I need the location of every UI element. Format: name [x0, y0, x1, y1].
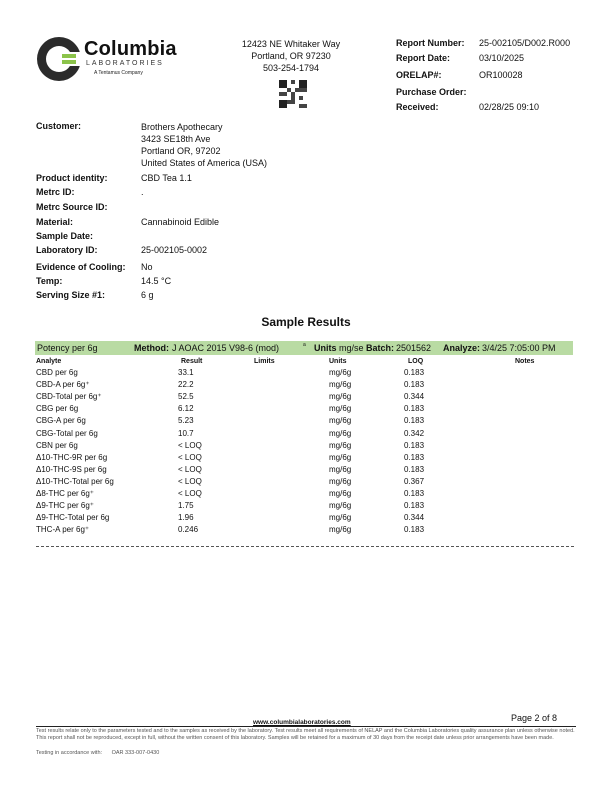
report-number-label: Report Number:	[396, 38, 465, 48]
field-label: Serving Size #1:	[36, 290, 106, 300]
cell-result: < LOQ	[178, 489, 202, 498]
testing-label: Testing in accordance with:	[36, 750, 103, 756]
cell-units: mg/6g	[329, 513, 352, 523]
customer-label: Customer:	[36, 121, 82, 131]
cell-analyte: Δ10-THC-9S per 6g	[36, 464, 107, 474]
laboratory-id: 25-002105-0002	[141, 245, 208, 255]
company-logo	[36, 36, 181, 86]
cell-units: mg/6g	[329, 501, 352, 511]
cell-analyte: Δ10-THC-9R per 6g	[36, 452, 108, 462]
units-label: Units	[314, 343, 337, 353]
method-superscript: a	[303, 342, 306, 348]
lab-address	[216, 38, 366, 74]
cell-loq: 0.183	[404, 489, 425, 498]
batch-value: 2501562	[396, 343, 432, 353]
cell-analyte: CBD-A per 6g⁺	[36, 380, 90, 390]
cell-units: mg/6g	[329, 392, 352, 402]
cell-loq: 0.183	[404, 416, 425, 426]
cell-analyte: CBG-A per 6g	[36, 416, 86, 426]
batch-label: Batch:	[366, 343, 395, 353]
column-loq: LOQ	[408, 358, 424, 365]
cell-result: 5.23	[178, 416, 194, 426]
address-line: 12423 NE Whitaker Way	[241, 39, 341, 49]
cell-result: < LOQ	[178, 452, 202, 462]
orelap-number: OR100028	[479, 70, 523, 80]
brand-tag: A Tentamus Company	[94, 70, 143, 76]
columbia-logo-icon	[36, 36, 82, 82]
customer-line: United States of America (USA)	[141, 158, 268, 168]
table-row	[0, 489, 612, 501]
field-label: Metrc ID:	[36, 187, 75, 197]
cell-result: 6.12	[178, 404, 194, 414]
report-info	[396, 38, 586, 117]
cell-analyte: CBG-Total per 6g	[36, 428, 98, 438]
cell-units: mg/6g	[329, 404, 352, 414]
cell-result: 52.5	[178, 392, 194, 402]
cell-units: mg/6g	[329, 452, 352, 462]
address-line: Portland, OR 97230	[251, 51, 331, 61]
section-title: Sample Results	[261, 315, 351, 329]
field-label: Temp:	[36, 276, 63, 286]
cell-loq: 0.183	[404, 464, 425, 474]
cell-units: mg/6g	[329, 416, 352, 426]
cell-units: mg/6g	[329, 428, 352, 438]
units-value: mg/se	[339, 343, 364, 353]
table-row	[0, 465, 612, 477]
column-limits: Limits	[254, 358, 275, 365]
table-row	[0, 525, 612, 537]
cell-analyte: CBD-Total per 6g⁺	[36, 392, 102, 402]
cell-loq: 0.183	[404, 404, 425, 414]
cell-result: 33.1	[178, 368, 194, 377]
table-row	[0, 368, 612, 380]
address-line: 503-254-1794	[262, 63, 320, 73]
cell-units: mg/6g	[329, 476, 352, 486]
cell-result: 22.2	[178, 380, 194, 390]
report-number: 25-002105/D002.R000	[479, 38, 571, 48]
evidence-of-cooling: No	[141, 262, 153, 272]
cell-analyte: THC-A per 6g⁺	[36, 525, 90, 535]
cell-loq: 0.183	[404, 380, 425, 390]
table-row	[0, 441, 612, 453]
cell-result: 10.7	[178, 428, 194, 438]
column-result: Result	[181, 358, 203, 365]
cell-loq: 0.183	[404, 452, 425, 462]
brand-name: Columbia	[84, 38, 177, 60]
cell-result: 1.96	[178, 513, 194, 523]
analyze-label: Analyze:	[443, 343, 481, 353]
table-row	[0, 416, 612, 428]
material: Cannabinoid Edible	[141, 217, 220, 227]
cell-units: mg/6g	[329, 368, 352, 377]
table-row	[0, 453, 612, 465]
table-row	[0, 513, 612, 525]
cell-analyte: Δ9-THC-Total per 6g	[36, 513, 110, 523]
customer-line: 3423 SE18th Ave	[141, 134, 211, 144]
received-date: 02/28/25 09:10	[479, 102, 540, 112]
cell-units: mg/6g	[329, 440, 352, 450]
metrc-id: .	[141, 187, 144, 197]
section-divider	[36, 546, 574, 547]
report-date: 03/10/2025	[479, 53, 525, 63]
column-units: Units	[329, 358, 347, 365]
column-analyte: Analyte	[36, 358, 62, 365]
serving-size: 6 g	[141, 290, 154, 300]
page-number: Page 2 of 8	[511, 713, 558, 723]
cell-analyte: Δ10-THC-Total per 6g	[36, 476, 114, 486]
cell-analyte: CBN per 6g	[36, 440, 78, 450]
cell-analyte: CBD per 6g	[36, 368, 78, 377]
method-value: J AOAC 2015 V98-6 (mod)	[172, 343, 280, 353]
temperature: 14.5 °C	[141, 276, 172, 286]
cell-units: mg/6g	[329, 525, 352, 535]
cell-units: mg/6g	[329, 380, 352, 390]
cell-result: < LOQ	[178, 464, 202, 474]
customer-line: Portland OR, 97202	[141, 146, 221, 156]
table-row	[0, 404, 612, 416]
potency-band	[35, 341, 573, 355]
footer-testing	[36, 750, 159, 757]
potency-label: Potency per 6g	[37, 343, 98, 353]
cell-result: 1.75	[178, 501, 194, 511]
report-date-label: Report Date:	[396, 53, 451, 63]
field-label: Material:	[36, 217, 74, 227]
table-row	[0, 501, 612, 513]
table-row	[0, 392, 612, 404]
qr-code	[279, 80, 307, 108]
cell-loq: 0.344	[404, 513, 425, 523]
cell-analyte: Δ8-THC per 6g⁺	[36, 489, 95, 498]
cell-analyte: Δ9-THC per 6g⁺	[36, 501, 95, 511]
cell-loq: 0.183	[404, 501, 425, 511]
method-label: Method:	[134, 343, 169, 353]
customer-block	[141, 121, 267, 169]
cell-result: < LOQ	[178, 440, 202, 450]
website-link[interactable]: www.columbialaboratories.com	[253, 719, 351, 726]
cell-analyte: CBG per 6g	[36, 404, 79, 414]
brand-sub: LABORATORIES	[86, 60, 164, 67]
field-label: Laboratory ID:	[36, 245, 98, 255]
testing-value: OAR 333-007-0430	[111, 750, 160, 756]
field-label: Sample Date:	[36, 231, 94, 241]
table-row	[0, 477, 612, 489]
orelap-label: ORELAP#:	[396, 70, 442, 80]
footer-rule	[36, 726, 576, 727]
customer-line: Brothers Apothecary	[141, 122, 223, 132]
analyze-value: 3/4/25 7:05:00 PM	[482, 343, 556, 353]
cell-result: 0.246	[178, 525, 199, 535]
field-label: Metrc Source ID:	[36, 202, 108, 212]
purchase-order-label: Purchase Order:	[396, 87, 467, 97]
product-identity: CBD Tea 1.1	[141, 173, 192, 183]
footer-disclaimer: Test results relate only to the parameters tested and to the samples as received by the laboratory. Test results meet all requirements of NELAP and the Columbia Laboratories quality assurance plan unless otherwise noted. This report shall not be reproduced, except in full, without the written consent of this laboratory. Samples will be retained for a maximum of 30 days from the receipt date unless prior arrangements have been made.	[36, 728, 575, 741]
received-label: Received:	[396, 102, 439, 112]
field-label: Product identity:	[36, 173, 108, 183]
cell-loq: 0.183	[404, 525, 425, 535]
table-row	[0, 429, 612, 441]
cell-loq: 0.342	[404, 428, 425, 438]
cell-units: mg/6g	[329, 489, 352, 498]
cell-loq: 0.183	[404, 368, 425, 377]
cell-loq: 0.183	[404, 440, 425, 450]
cell-units: mg/6g	[329, 464, 352, 474]
cell-loq: 0.367	[404, 476, 425, 486]
cell-result: < LOQ	[178, 476, 202, 486]
column-notes: Notes	[515, 358, 535, 365]
cell-loq: 0.344	[404, 392, 425, 402]
table-row	[0, 380, 612, 392]
field-label: Evidence of Cooling:	[36, 262, 126, 272]
